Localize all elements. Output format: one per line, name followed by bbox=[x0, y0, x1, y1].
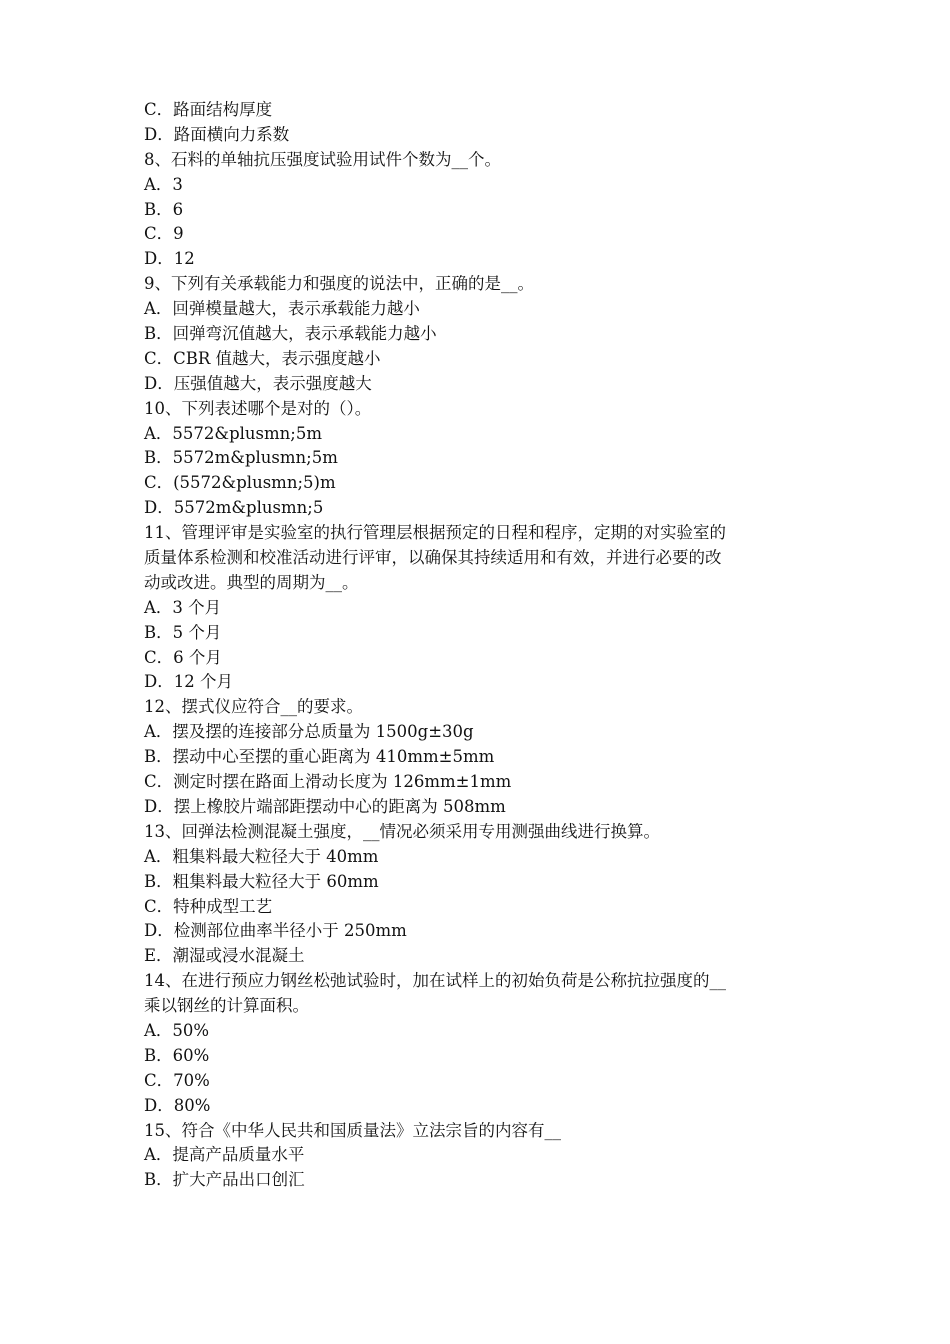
text-line: C．6 个月 bbox=[144, 647, 222, 667]
document-page bbox=[144, 98, 812, 1193]
text-line: D．12 个月 bbox=[144, 672, 233, 692]
text-line: B．5 个月 bbox=[144, 622, 222, 642]
text-line: D．检测部位曲率半径小于 250mm bbox=[144, 921, 407, 941]
text-line: A．3 个月 bbox=[144, 597, 222, 617]
text-line: B．60% bbox=[144, 1045, 210, 1065]
text-line: 10、下列表述哪个是对的（）。 bbox=[144, 398, 372, 418]
text-line: B．5572m&plusmn;5m bbox=[144, 448, 338, 468]
text-line: 质量体系检测和校准活动进行评审，以确保其持续适用和有效，并进行必要的改 bbox=[144, 548, 722, 568]
text-line: D．80% bbox=[144, 1095, 211, 1115]
text-line: 12、摆式仪应符合__的要求。 bbox=[144, 697, 363, 717]
text-line: B．粗集料最大粒径大于 60mm bbox=[144, 871, 379, 891]
text-line: C．测定时摆在路面上滑动长度为 126mm±1mm bbox=[144, 772, 512, 792]
text-line: B．回弹弯沉值越大，表示承载能力越小 bbox=[144, 324, 437, 344]
text-line: 15、符合《中华人民共和国质量法》立法宗旨的内容有__ bbox=[144, 1120, 561, 1140]
text-line: C．路面结构厚度 bbox=[144, 100, 273, 119]
text-line: C．特种成型工艺 bbox=[144, 896, 273, 916]
text-line: 14、在进行预应力钢丝松弛试验时，加在试样上的初始负荷是公称抗拉强度的__ bbox=[144, 971, 726, 991]
text-line: B．6 bbox=[144, 199, 184, 219]
text-line: D．摆上橡胶片端部距摆动中心的距离为 508mm bbox=[144, 796, 506, 816]
text-line: D．路面横向力系数 bbox=[144, 124, 290, 144]
text-line: D．压强值越大，表示强度越大 bbox=[144, 373, 372, 393]
text-line: 11、管理评审是实验室的执行管理层根据预定的日程和程序，定期的对实验室的 bbox=[144, 523, 726, 543]
text-line: A．50% bbox=[144, 1020, 210, 1040]
text-line: C．9 bbox=[144, 224, 184, 244]
text-line: 动或改进。典型的周期为__。 bbox=[144, 572, 359, 592]
text-line: A．5572&plusmn;5m bbox=[144, 423, 323, 443]
text-line: A．提高产品质量水平 bbox=[144, 1145, 305, 1165]
text-line: A．3 bbox=[144, 174, 183, 194]
text-line: C．(5572&plusmn;5)m bbox=[144, 473, 336, 493]
text-line: D．5572m&plusmn;5 bbox=[144, 498, 324, 518]
text-line: 13、回弹法检测混凝土强度，__情况必须采用专用测强曲线进行换算。 bbox=[144, 821, 660, 841]
text-line: C．CBR 值越大，表示强度越小 bbox=[144, 348, 381, 368]
text-line: B．扩大产品出口创汇 bbox=[144, 1170, 305, 1190]
text-line: A．摆及摆的连接部分总质量为 1500g±30g bbox=[144, 722, 474, 742]
text-line: B．摆动中心至摆的重心距离为 410mm±5mm bbox=[144, 747, 495, 767]
text-line: 乘以钢丝的计算面积。 bbox=[144, 996, 309, 1016]
text-line: E．潮湿或浸水混凝土 bbox=[144, 946, 305, 966]
text-line: 8、石料的单轴抗压强度试验用试件个数为__个。 bbox=[144, 149, 501, 169]
text-line: C．70% bbox=[144, 1070, 210, 1090]
text-line: A．回弹模量越大，表示承载能力越小 bbox=[144, 299, 420, 319]
text-line: D．12 bbox=[144, 249, 195, 269]
text-line: 9、下列有关承载能力和强度的说法中，正确的是__。 bbox=[144, 274, 534, 294]
text-line: A．粗集料最大粒径大于 40mm bbox=[144, 846, 379, 866]
